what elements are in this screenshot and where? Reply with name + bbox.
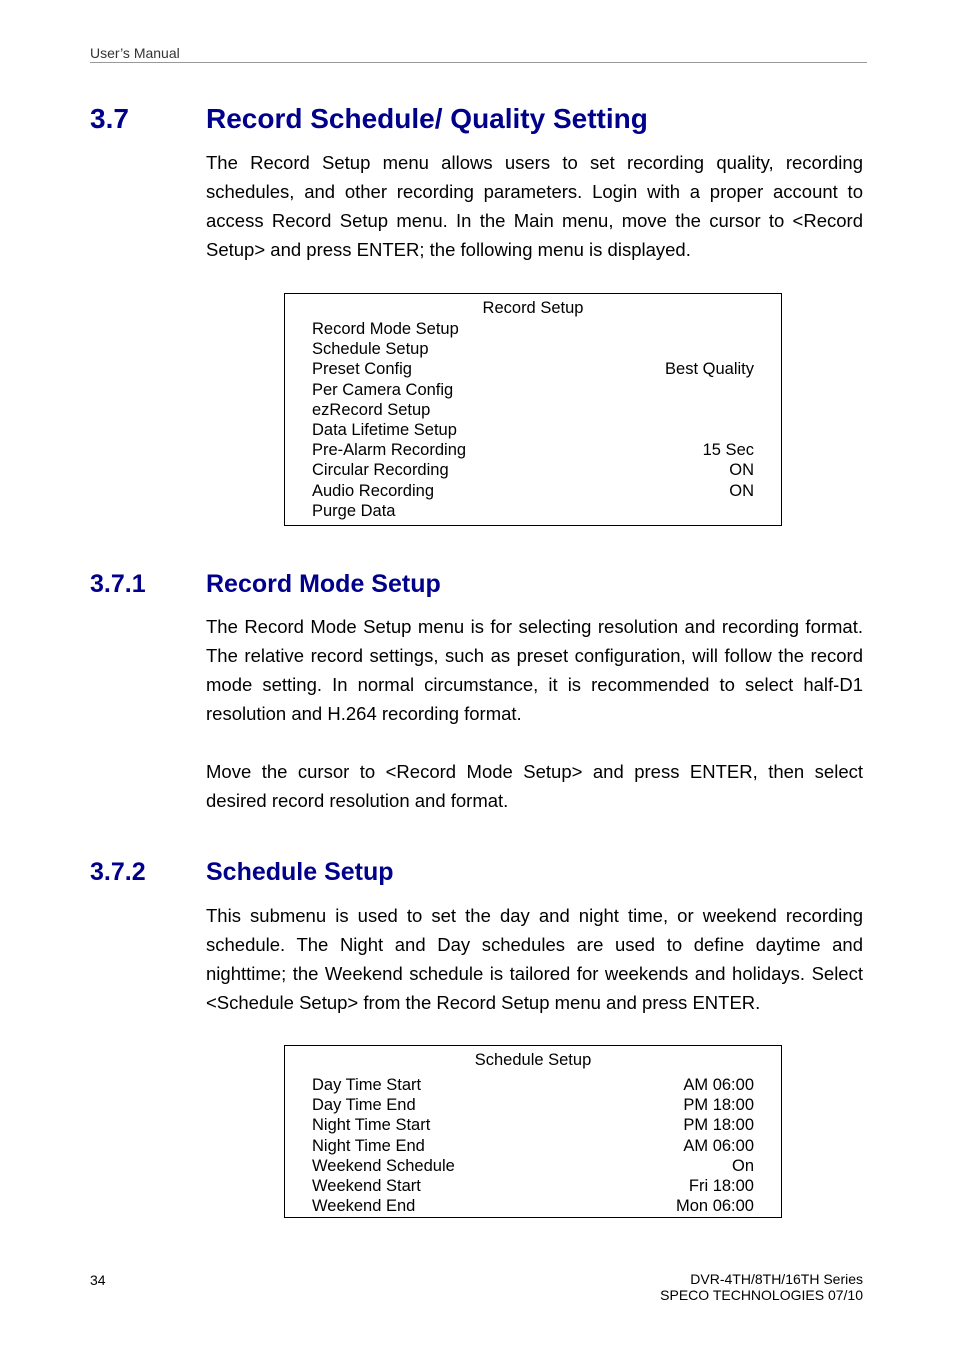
subsection-title: Record Mode Setup [206, 570, 441, 598]
menu-row-value: PM 18:00 [683, 1116, 754, 1135]
menu-row[interactable] [312, 420, 754, 440]
menu-row[interactable] [312, 460, 754, 480]
menu-row[interactable] [312, 1075, 754, 1095]
subsection-title: Schedule Setup [206, 858, 394, 886]
menu-row-label: Weekend Schedule [312, 1156, 455, 1175]
footer-company: SPECO TECHNOLOGIES 07/10 [660, 1287, 863, 1303]
menu-title: Record Setup [482, 299, 584, 317]
menu-row-label: Schedule Setup [312, 340, 429, 359]
menu-rows [285, 1075, 781, 1216]
section-number: 3.7 [90, 103, 129, 134]
menu-row-label: Weekend End [312, 1197, 416, 1216]
menu-row[interactable] [312, 1156, 754, 1176]
footer-series: DVR-4TH/8TH/16TH Series [690, 1271, 863, 1287]
paragraph: The Record Mode Setup menu is for selecting resolution and recording format. The relative record settings, such as preset configuration, will follow the record mode setting. In normal circumstance, it is recommended to select half-D1 resolution and H.264 recording format. [206, 616, 863, 724]
record-setup-menu [284, 293, 782, 526]
menu-row[interactable] [312, 1196, 754, 1216]
menu-row-value: AM 06:00 [683, 1136, 754, 1155]
menu-row-label: ezRecord Setup [312, 400, 431, 419]
menu-row[interactable] [312, 1115, 754, 1135]
running-header: User’s Manual [90, 45, 180, 61]
menu-row-value: On [731, 1156, 754, 1175]
menu-rows [285, 319, 781, 521]
menu-row-label: Day Time Start [312, 1076, 422, 1094]
menu-row[interactable] [312, 481, 754, 501]
subsection-number: 3.7.2 [90, 858, 146, 886]
menu-row-label: Night Time End [312, 1136, 425, 1155]
menu-row-label: Purge Data [312, 501, 396, 520]
menu-row[interactable] [312, 339, 754, 359]
menu-row-value: PM 18:00 [683, 1096, 754, 1115]
menu-row[interactable] [312, 400, 754, 420]
menu-row-value: Best Quality [665, 360, 754, 379]
menu-row-label: Per Camera Config [312, 380, 454, 399]
menu-row-value: 15 Sec [702, 441, 754, 460]
menu-row-value: Mon 06:00 [676, 1197, 754, 1216]
schedule-setup-menu [284, 1045, 782, 1218]
menu-row-label: Audio Recording [312, 481, 434, 500]
section-intro: The Record Setup menu allows users to set recording quality, recording schedules, and other recording parameters. Login with a proper account to access Record Setup menu. In the Main menu, move the cursor to <Record Setup> and press ENTER; the following menu is displayed. [206, 152, 863, 260]
header-rule [90, 62, 867, 63]
menu-row-label: Record Mode Setup [312, 320, 459, 338]
menu-row[interactable] [312, 1176, 754, 1196]
footer-info [660, 1271, 863, 1303]
menu-row[interactable] [312, 440, 754, 460]
subsection-number: 3.7.1 [90, 570, 146, 598]
menu-row-value: AM 06:00 [683, 1076, 754, 1094]
paragraph: This submenu is used to set the day and night time, or weekend recording schedule. The Night and Day schedules are used to define daytime and nighttime; the Weekend schedule is tailored for weekends and holidays. Select <Schedule Setup> from the Record Setup menu and press ENTER. [206, 905, 863, 1013]
menu-row[interactable] [312, 501, 754, 521]
menu-row-label: Weekend Start [312, 1176, 421, 1195]
paragraph: Move the cursor to <Record Mode Setup> and press ENTER, then select desired record resolution and format. [206, 761, 863, 811]
menu-row[interactable] [312, 319, 754, 339]
menu-row[interactable] [312, 380, 754, 400]
menu-row-label: Circular Recording [312, 461, 449, 480]
page-number: 34 [90, 1272, 106, 1288]
section-title: Record Schedule/ Quality Setting [206, 103, 648, 134]
menu-row-label: Preset Config [312, 360, 412, 379]
menu-row[interactable] [312, 1095, 754, 1115]
menu-row[interactable] [312, 1136, 754, 1156]
menu-title: Schedule Setup [474, 1051, 592, 1069]
menu-row[interactable] [312, 359, 754, 379]
menu-row-label: Data Lifetime Setup [312, 420, 457, 439]
menu-row-label: Night Time Start [312, 1116, 431, 1135]
menu-row-label: Pre-Alarm Recording [312, 441, 467, 460]
menu-row-label: Day Time End [312, 1096, 416, 1115]
menu-row-value: Fri 18:00 [688, 1176, 754, 1195]
menu-row-value: ON [729, 481, 754, 500]
menu-row-value: ON [729, 461, 754, 480]
